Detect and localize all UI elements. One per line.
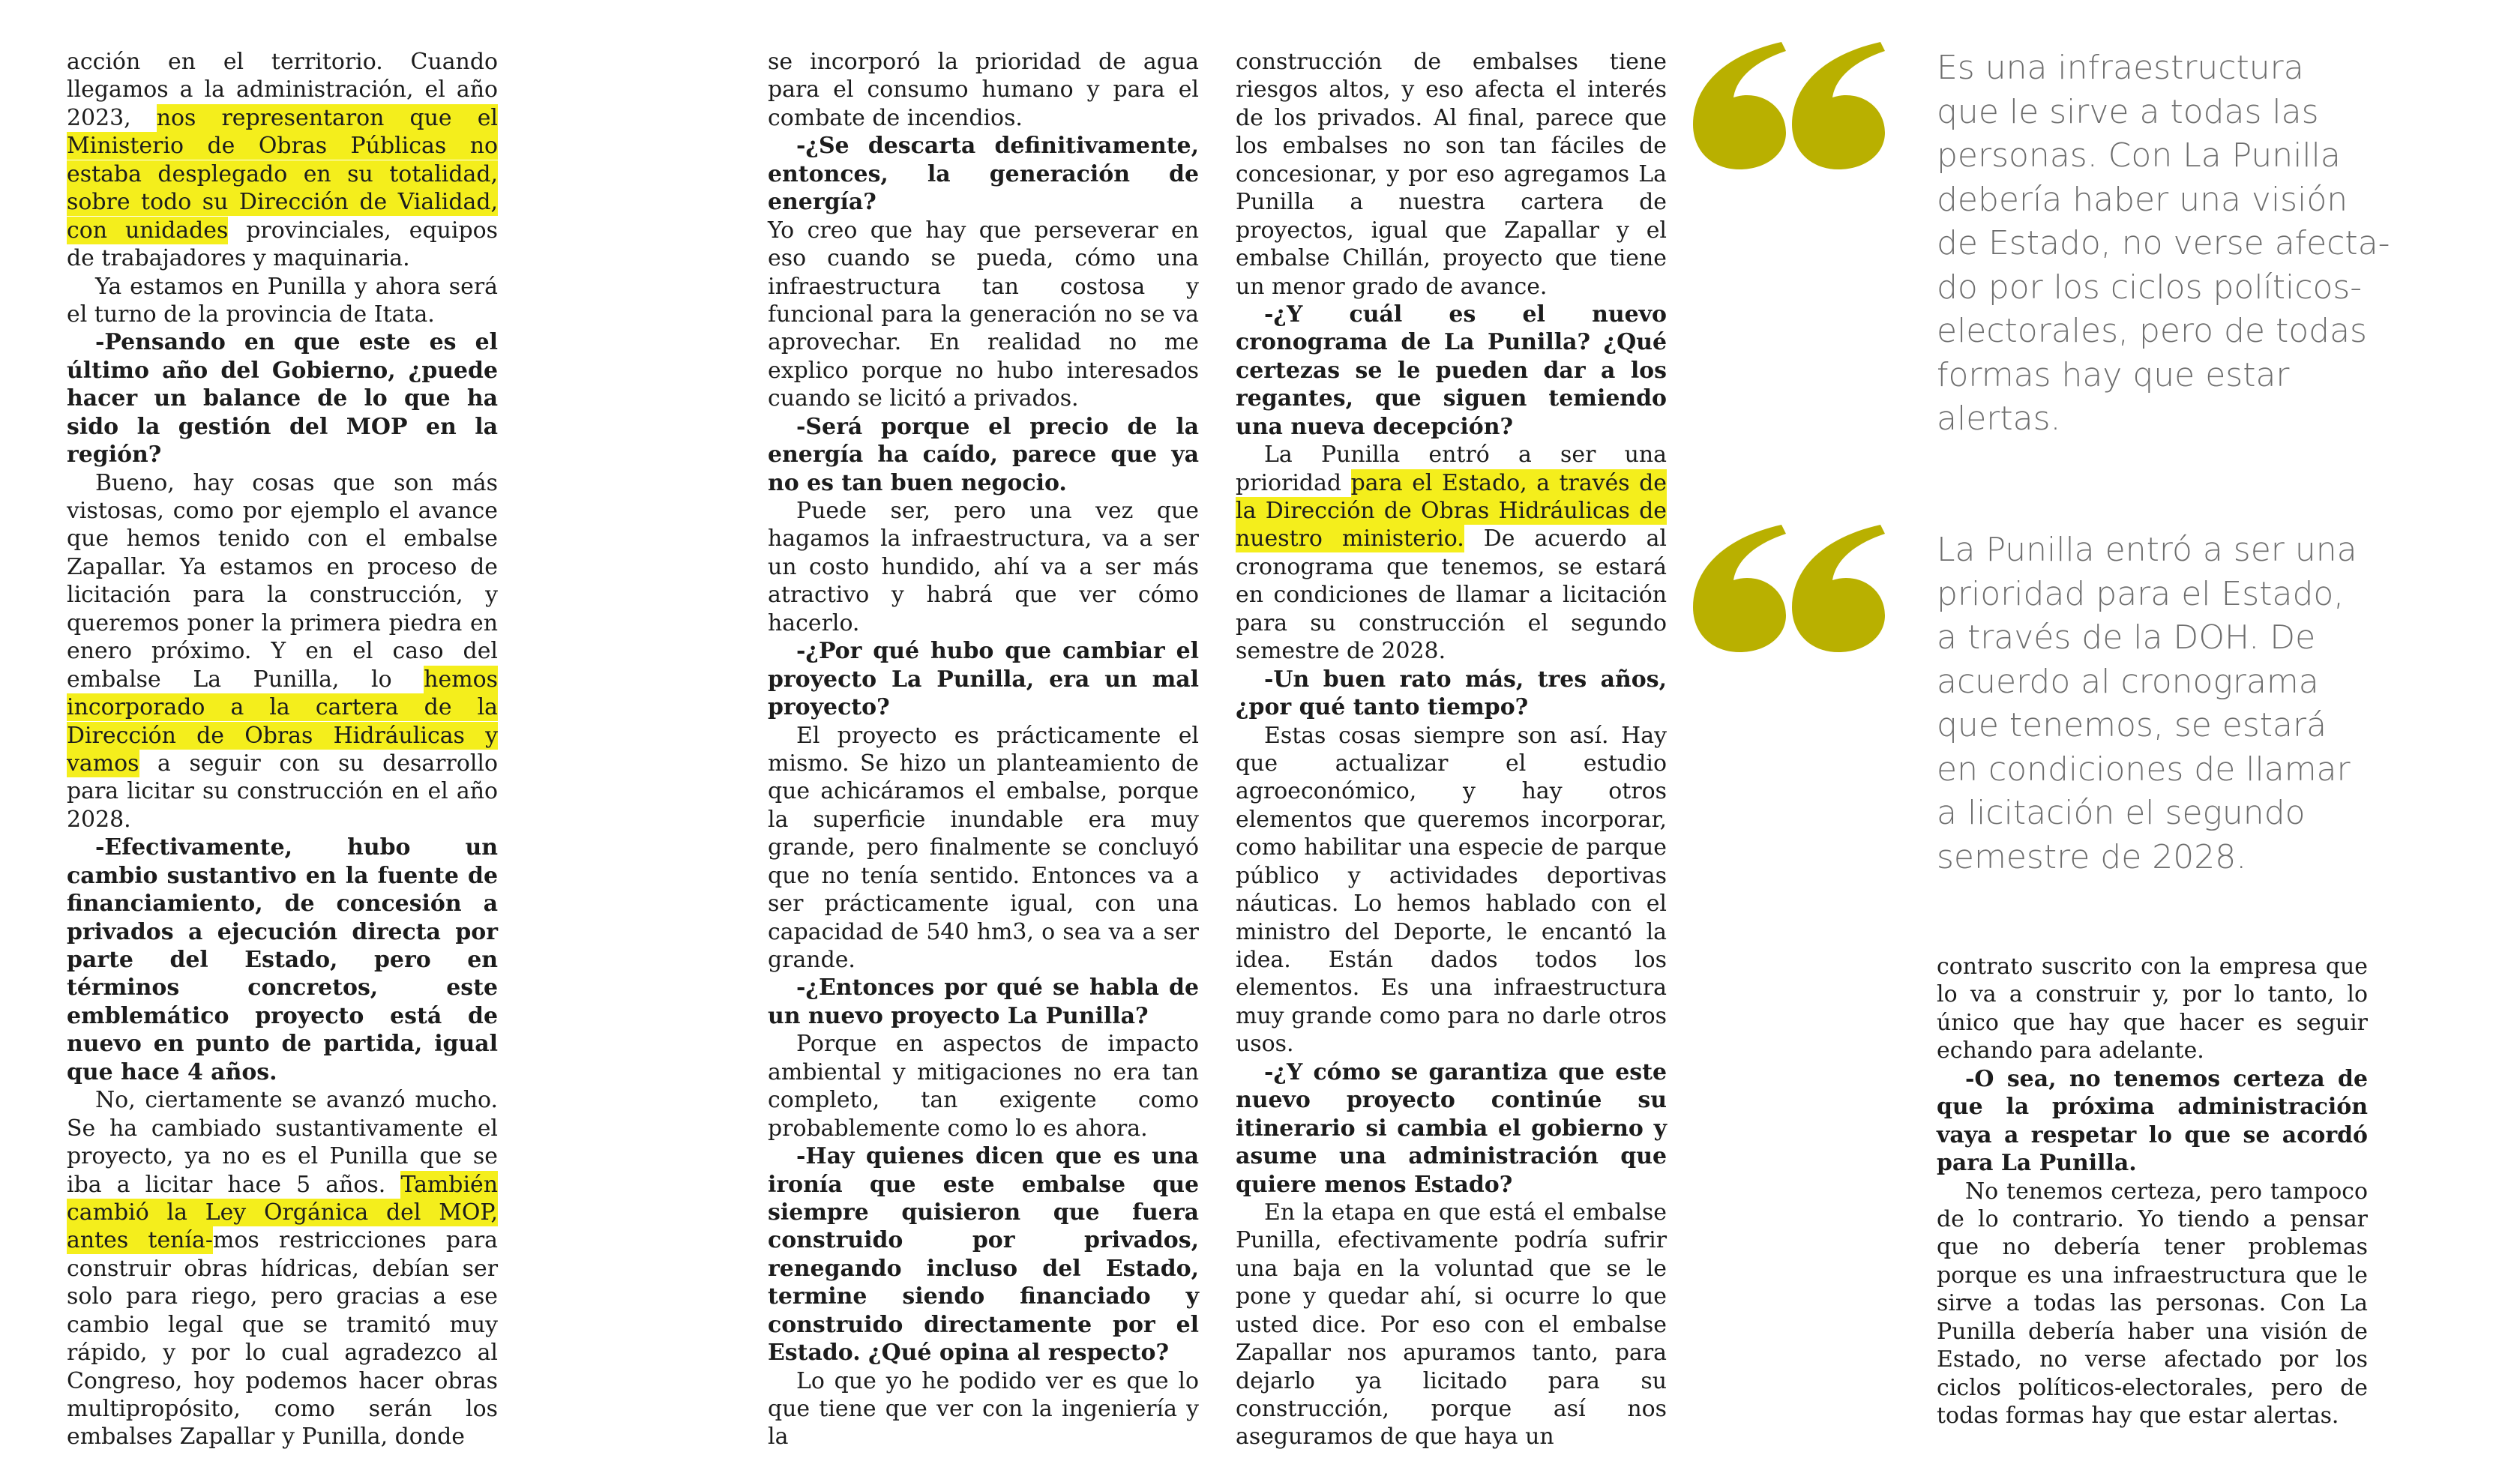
interview-question [1236, 666, 1667, 722]
paragraph-text: contrato suscrito con la empresa que lo va a construir y, por lo tanto, lo único que hay que hacer es seguir echando para adelante. [1937, 954, 2368, 1064]
interview-question [67, 834, 498, 1086]
paragraph-text: -¿Se descarta definitivamente, entonces, la generación de energía? [768, 133, 1199, 216]
paragraph-text: provinciales, equipos de trabajadores y maquinaria. [67, 217, 498, 272]
paragraph-text: -Un buen rato más, tres años, ¿por qué tanto tiempo? [1236, 666, 1667, 721]
pull-quote-line: formas hay que estar [1937, 355, 2290, 394]
highlighted-text: nos representaron que el Ministerio de Obras Públicas no estaba desplegado en su totalidad, sobre todo su Dirección de Vialidad, con unidades [67, 104, 498, 244]
paragraph-text: construcción de embalses tiene riesgos altos, y eso afecta el interés de los privados. Al final, parece que los embalses no son tan fáciles de concesionar, y por eso agregamos La Punilla a nuestra cartera de proyectos, igual que Zapallar y el embalse Chillán, proyecto que tiene un menor grado de avance. [1236, 49, 1667, 300]
pull-quote-line: acuerdo al cronograma [1937, 662, 2319, 701]
interview-answer [1236, 48, 1667, 301]
paragraph-text: a seguir con su desarrollo para licitar su construcción en el año 2028. [67, 750, 498, 833]
interview-question [1937, 1065, 2368, 1178]
paragraph-text: Estas cosas siempre son así. Hay que actualizar el estudio agroeconómico, y hay otros elementos que queremos incorporar, como habilitar una especie de parque público y actividades deportivas náuticas. Lo hemos hablado con el ministro del Deporte, le encantó la idea. Están dados todos los elementos. Es una infraestructura muy grande como para no darle otros usos. [1236, 722, 1667, 1058]
article-column-1 [67, 48, 498, 1451]
paragraph-text: se incorporó la prioridad de agua para el consumo humano y para el combate de incendios. [768, 49, 1199, 131]
pull-quote-line: electorales, pero de todas [1937, 312, 2367, 350]
interview-answer [768, 1030, 1199, 1142]
interview-question [768, 132, 1199, 216]
interview-answer [1937, 953, 2368, 1065]
interview-question [67, 328, 498, 469]
pull-quote-line: a licitación el segundo [1937, 794, 2306, 832]
pull-quote-1 [1937, 46, 2390, 442]
interview-answer [1236, 441, 1667, 666]
paragraph-text: De acuerdo al cronograma que tenemos, se estará en condiciones de llamar a licitación para su construcción el segundo semestre de 2028. [1236, 525, 1667, 665]
interview-question [768, 1142, 1199, 1367]
pull-quote-line: en condiciones de llamar [1937, 750, 2351, 789]
paragraph-text: -¿Y cuál es el nuevo cronograma de La Punilla? ¿Qué certezas se le pueden dar a los regantes, que siguen temiendo una nueva decepción? [1236, 301, 1667, 440]
paragraph-text: -Efectivamente, hubo un cambio sustantivo en la fuente de financiamiento, de concesión a privados a ejecución directa por parte del Estado, pero en términos concretos, este emblemático proyecto está de nuevo en punto de partida, igual que hace 4 años. [67, 834, 498, 1085]
paragraph-text: Bueno, hay cosas que son más vistosas, como por ejemplo el avance que hemos tenido con el embalse Zapallar. Ya estamos en proceso de licitación para la construcción, y queremos poner la primera piedra en enero próximo. Y en el caso del embalse La Punilla, lo [67, 469, 498, 693]
paragraph-text: -¿Por qué hubo que cambiar el proyecto La Punilla, era un mal proyecto? [768, 638, 1199, 721]
paragraph-text: La Punilla entró a ser una prioridad [1236, 442, 1667, 496]
highlighted-text: También cambió la Ley Orgánica del MOP, antes tenía- [67, 1171, 498, 1254]
interview-answer [768, 497, 1199, 637]
pull-quote-2 [1937, 528, 2387, 879]
interview-question [768, 974, 1199, 1030]
interview-answer [67, 273, 498, 329]
highlighted-text: para el Estado, a través de la Dirección de Obras Hidráulicas de nuestro ministerio. [1236, 469, 1668, 552]
pull-quote-line: que tenemos, se estará [1937, 706, 2327, 744]
pull-quote-line: de Estado, no verse afecta- [1937, 224, 2390, 262]
paragraph-text: -¿Entonces por qué se habla de un nuevo proyecto La Punilla? [768, 975, 1199, 1029]
interview-question [768, 637, 1199, 721]
quote-mark-icon [1693, 42, 1903, 169]
interview-answer [1937, 1178, 2368, 1430]
paragraph-text: No, ciertamente se avanzó mucho. Se ha cambiado sustantivamente el proyecto, ya no es el Punilla que se iba a licitar hace 5 años. [67, 1087, 498, 1198]
interview-answer [67, 1086, 498, 1451]
interview-answer [768, 217, 1199, 413]
interview-answer [768, 722, 1199, 975]
paragraph-text: acción en el territorio. Cuando llegamos a la administración, el año 2023, [67, 49, 498, 131]
paragraph-text: No tenemos certeza, pero tampoco de lo contrario. Yo tiendo a pensar que no debería tener problemas porque es una infraestructura que le sirve a todas las personas. Con La Punilla debería haber una visión de Estado, no verse afectado por los ciclos políticos-electorales, pero de todas formas hay que estar alertas. [1937, 1178, 2368, 1429]
paragraph-text: El proyecto es prácticamente el mismo. Se hizo un planteamiento de que achicáramos el embalse, porque la superficie inundable era muy grande, pero finalmente se concluyó que no tenía sentido. Entonces va a ser prácticamente igual, con una capacidad de 540 hm3, o sea va a ser grande. [768, 722, 1199, 973]
paragraph-text: -¿Y cómo se garantiza que este nuevo proyecto continúe su itinerario si cambia el gobierno y asume una administración que quiere menos Estado? [1236, 1058, 1667, 1198]
quote-mark-icon [1693, 525, 1903, 652]
pull-quote-line: do por los ciclos políticos- [1937, 268, 2363, 307]
pull-quote-line: Es una infraestructura [1937, 49, 2304, 87]
interview-answer [67, 48, 498, 273]
pull-quote-line: a través de la DOH. De [1937, 618, 2316, 657]
paragraph-text: mos restricciones para construir obras hídricas, debían ser solo para riego, pero gracias a ese cambio legal que se tramitó muy rápido, y por lo cual agradezco al Congreso, hoy podemos hacer obras multipropósito, como serán los embalses Zapallar y Punilla, donde [67, 1227, 498, 1451]
paragraph-text: -O sea, no tenemos certeza de que la próxima administración vaya a respetar lo que se acordó para La Punilla. [1937, 1065, 2368, 1177]
paragraph-text: Porque en aspectos de impacto ambiental y mitigaciones no era tan completo, tan exigente como probablemente como lo es ahora. [768, 1031, 1199, 1142]
interview-answer [67, 469, 498, 834]
interview-answer [768, 1367, 1199, 1451]
pull-quote-line: que le sirve a todas las [1937, 92, 2319, 131]
paragraph-text: -Será porque el precio de la energía ha caído, parece que ya no es tan buen negocio. [768, 413, 1199, 496]
pull-quote-line: semestre de 2028. [1937, 837, 2247, 876]
paragraph-text: En la etapa en que está el embalse Punilla, efectivamente podría sufrir una baja en la voluntad que se le pone y quedar ahí, si ocurre lo que usted dice. Por eso con el embalse Zapallar nos apuramos tanto, para dejarlo ya licitado para su construcción, porque así nos aseguramos de que haya un [1236, 1199, 1667, 1451]
paragraph-text: Lo que yo he podido ver es que lo que tiene que ver con la ingeniería y la [768, 1367, 1199, 1451]
interview-question [768, 413, 1199, 497]
paragraph-text: -Pensando en que este es el último año del Gobierno, ¿puede hacer un balance de lo que ha sido la gestión del MOP en la región? [67, 329, 498, 469]
article-column-2 [768, 48, 1199, 1451]
paragraph-text: Puede ser, pero una vez que hagamos la infraestructura, va a ser un costo hundido, ahí va a ser más atractivo y habrá que ver cómo hacerlo. [768, 498, 1199, 636]
article-column-3 [1236, 48, 1667, 1451]
paragraph-text: Ya estamos en Punilla y ahora será el turno de la provincia de Itata. [67, 273, 498, 328]
interview-answer [1236, 722, 1667, 1058]
interview-answer [1236, 1199, 1667, 1451]
interview-question [1236, 1058, 1667, 1199]
article-column-4 [1937, 953, 2368, 1430]
pull-quote-line: prioridad para el Estado, [1937, 574, 2345, 613]
pull-quote-line: debería haber una visión [1937, 180, 2348, 219]
interview-question [1236, 301, 1667, 441]
pull-quote-line: La Punilla entró a ser una [1937, 531, 2357, 569]
highlighted-text: hemos incorporado a la cartera de la Dirección de Obras Hidráulicas y vamos [67, 666, 498, 777]
interview-answer [768, 48, 1199, 132]
pull-quote-line: alertas. [1937, 400, 2061, 438]
pull-quote-line: personas. Con La Punilla [1937, 136, 2341, 175]
paragraph-text: Yo creo que hay que perseverar en eso cuando se pueda, cómo una infraestructura tan costosa y funcional para la generación no se va aprovechar. En realidad no me explico porque no hubo interesados cuando se licitó a privados. [768, 217, 1199, 412]
paragraph-text: -Hay quienes dicen que es una ironía que este embalse que siempre quisieron que fuera construido por privados, renegando incluso del Estado, termine siendo financiado y construido directamente por el Estado. ¿Qué opina al respecto? [768, 1143, 1199, 1367]
